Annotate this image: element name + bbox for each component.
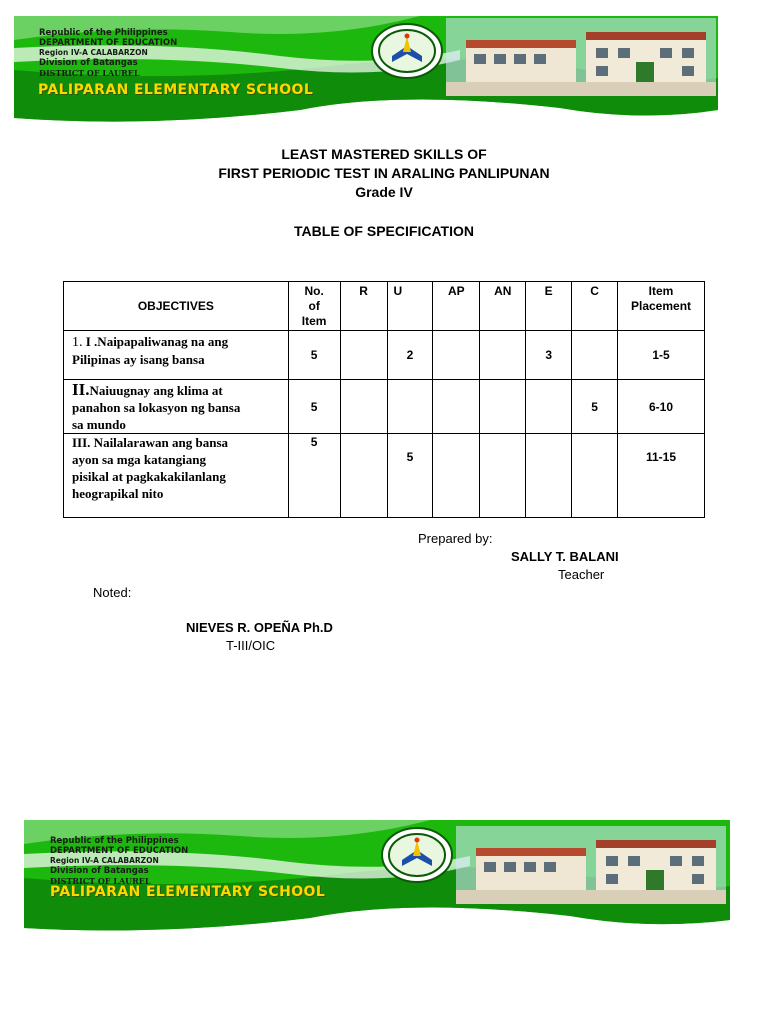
objective-line: heograpikal nito (72, 486, 164, 501)
preparer-title: Teacher (558, 567, 605, 582)
table-row (64, 380, 705, 434)
cell-ap (433, 434, 480, 518)
prepared-by-label: Prepared by: (418, 531, 493, 546)
cell-u: 2 (387, 331, 433, 380)
objective-line: ayon sa mga katangiang (72, 452, 206, 467)
banner-text-block (50, 836, 188, 886)
header-item: Item (301, 314, 327, 328)
items-count: 5 (288, 434, 340, 518)
header-c: C (572, 282, 618, 331)
table-header-row (64, 282, 705, 331)
preparer-name: SALLY T. BALANI (511, 549, 619, 564)
table-row (64, 331, 705, 380)
cell-ap (433, 331, 480, 380)
cell-c: 5 (572, 380, 618, 434)
header-r: R (340, 282, 387, 331)
school-building-image (456, 826, 726, 904)
banner-text-block (39, 28, 177, 78)
school-footer-banner (0, 812, 768, 932)
objective-line: I .Naipapaliwanag na ang (82, 334, 229, 349)
noted-label: Noted: (93, 585, 132, 600)
header-ap: AP (433, 282, 480, 331)
noter-name: NIEVES R. OPEÑA Ph.D (186, 620, 333, 635)
header-an: AN (480, 282, 526, 331)
banner-deped: DEPARTMENT OF EDUCATION (39, 38, 178, 48)
item-placement: 11-15 (618, 434, 705, 518)
header-placement-word: Placement (630, 299, 692, 313)
cell-an (480, 380, 526, 434)
header-item-placement (618, 282, 705, 331)
banner-district: DISTRICT OF LAUREL (50, 876, 151, 886)
banner-division: Division of Batangas (50, 866, 149, 876)
header-of: of (308, 299, 320, 313)
banner-school-name: PALIPARAN ELEMENTARY SCHOOL (50, 884, 326, 900)
objective-line: sa mundo (72, 417, 126, 432)
header-objectives: OBJECTIVES (64, 282, 289, 331)
cell-ap (433, 380, 480, 434)
title-line-1: LEAST MASTERED SKILLS OF (281, 146, 487, 162)
objective-line: Naiuugnay ang klima at (89, 383, 223, 398)
deped-seal-icon (370, 22, 444, 80)
cell-r (340, 331, 387, 380)
cell-c (572, 331, 618, 380)
banner-division: Division of Batangas (39, 58, 138, 68)
objective-numeral: 1. (72, 335, 83, 350)
banner-district: DISTRICT OF LAUREL (39, 68, 140, 78)
header-e: E (526, 282, 572, 331)
banner-republic: Republic of the Philippines (39, 28, 168, 38)
item-placement: 6-10 (618, 380, 705, 434)
cell-an (480, 331, 526, 380)
cell-c (572, 434, 618, 518)
cell-e (526, 434, 572, 518)
header-no-of-items (288, 282, 340, 331)
cell-u: 5 (387, 434, 433, 518)
table-row (64, 434, 705, 518)
cell-an (480, 434, 526, 518)
item-placement: 1-5 (618, 331, 705, 380)
banner-deped: DEPARTMENT OF EDUCATION (50, 846, 189, 856)
cell-e: 3 (526, 331, 572, 380)
grade-level: Grade IV (355, 184, 413, 200)
objective-numeral: II. (72, 380, 90, 399)
cell-e (526, 380, 572, 434)
header-no: No. (304, 284, 324, 298)
objective-line: Pilipinas ay isang bansa (72, 352, 205, 367)
objective-line: III. Nailalarawan ang bansa (72, 435, 229, 450)
header-u: U (387, 282, 433, 331)
title-line-2: FIRST PERIODIC TEST IN ARALING PANLIPUNAN (218, 165, 550, 181)
objective-cell (64, 331, 289, 380)
banner-school-name: PALIPARAN ELEMENTARY SCHOOL (38, 82, 314, 98)
noter-title: T-III/OIC (226, 638, 276, 653)
banner-region: Region IV-A CALABARZON (50, 856, 159, 865)
header-placement-item: Item (648, 284, 674, 298)
cell-u (387, 380, 433, 434)
objective-cell (64, 380, 289, 434)
items-count: 5 (288, 380, 340, 434)
banner-region: Region IV-A CALABARZON (39, 48, 148, 57)
deped-seal-icon (380, 826, 454, 884)
objective-cell (64, 434, 289, 518)
items-count: 5 (288, 331, 340, 380)
table-title: TABLE OF SPECIFICATION (294, 223, 474, 239)
banner-republic: Republic of the Philippines (50, 836, 179, 846)
cell-r (340, 434, 387, 518)
table-of-specification (63, 281, 705, 518)
school-building-image (446, 18, 716, 96)
objective-line: panahon sa lokasyon ng bansa (72, 400, 241, 415)
cell-r (340, 380, 387, 434)
school-header-banner (0, 10, 768, 130)
objective-line: pisikal at pagkakakilanlang (72, 469, 226, 484)
